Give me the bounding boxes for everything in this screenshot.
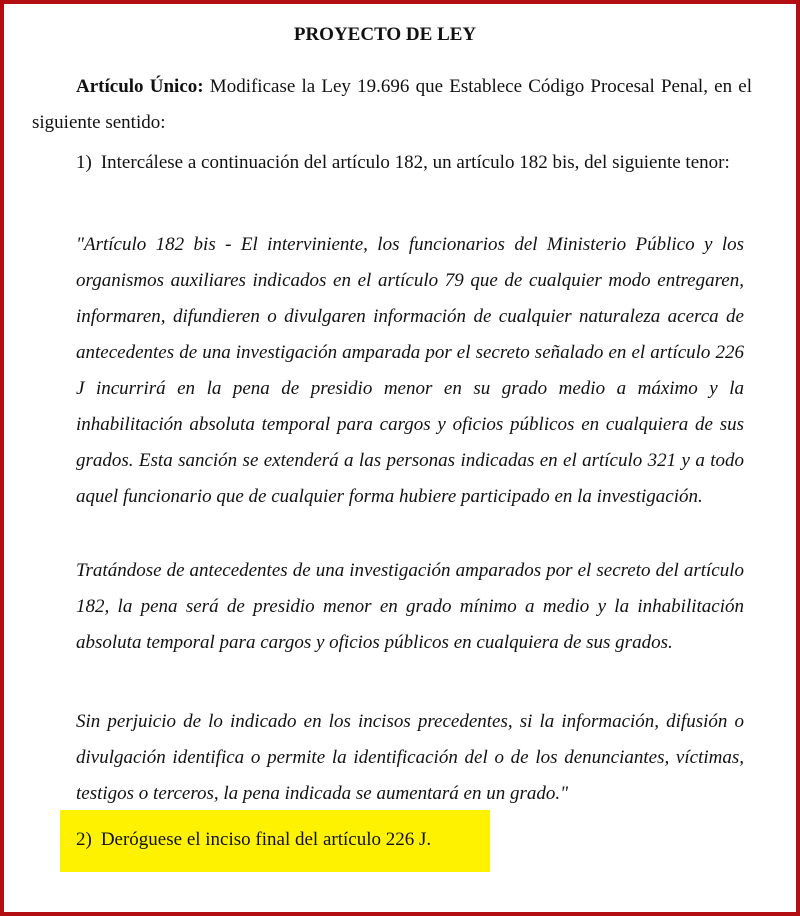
article-text: Modificase la Ley 19.696 que Establece Código Procesal Penal, en el siguiente sentido:	[32, 76, 753, 133]
list-item-2	[76, 822, 476, 858]
quoted-article-paragraph-3: Sin perjuicio de lo indicado en los incisos precedentes, si la información, difusión o divulgación identifica o permite la identificación del o de los denunciantes, víctimas, testigos o terceros, la pena indicada se aumentará en un grado."	[76, 711, 744, 804]
article-label: Artículo Único:	[76, 76, 204, 97]
item2-number: 2)	[76, 829, 92, 850]
article-intro	[32, 69, 752, 141]
item1-text: Intercálese a continuación del artículo 182, un artículo 182 bis, del siguiente tenor:	[100, 152, 730, 173]
item1-number: 1)	[76, 152, 92, 173]
quoted-article-paragraph-2: Tratándose de antecedentes de una investigación amparados por el secreto del artículo 182, la pena será de presidio menor en grado mínimo a medio y la inhabilitación absoluta temporal para cargos y oficios públicos en cualquiera de sus grados.	[76, 560, 744, 653]
document-title: PROYECTO DE LEY	[293, 24, 477, 45]
list-item-1	[76, 145, 748, 181]
quoted-article-paragraph-1: "Artículo 182 bis - El interviniente, los funcionarios del Ministerio Público y los organismos auxiliares indicados en el artículo 79 que de cualquier modo entregaren, informaren, difundieren o divulgaren información de cualquier naturaleza acerca de antecedentes de una investigación amparada por el secreto señalado en el artículo 226 J incurrirá en la pena de presidio menor en su grado medio a máximo y la inhabilitación absoluta temporal para cargos y oficios públicos en cualquiera de sus grados. Esta sanción se extenderá a las personas indicadas en el artículo 321 y a todo aquel funcionario que de cualquier forma hubiere participado en la investigación.	[76, 234, 744, 507]
item2-text: Deróguese el inciso final del artículo 226 J.	[100, 829, 432, 850]
